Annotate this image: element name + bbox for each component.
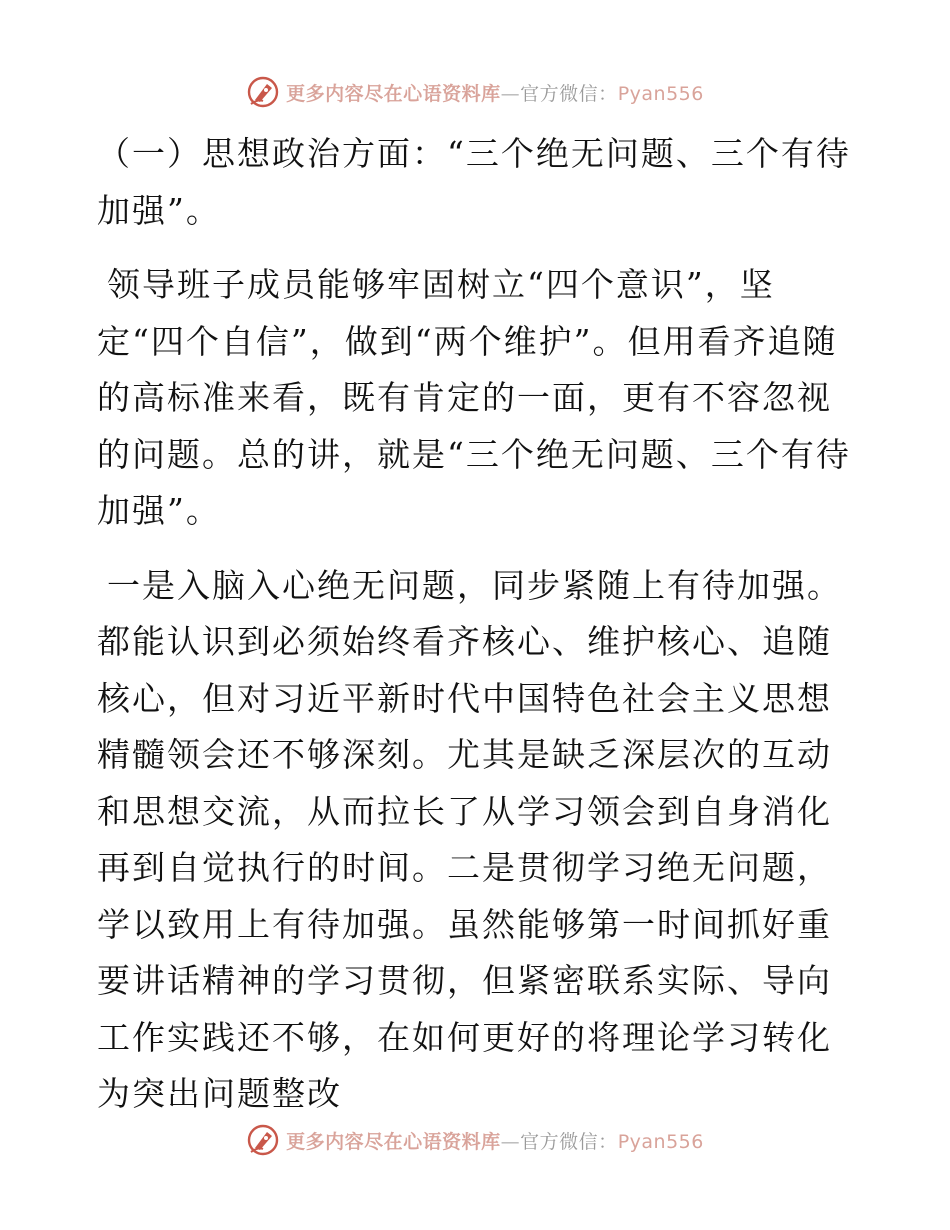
watermark-text (286, 1127, 704, 1154)
pen-nib-circle-icon (246, 75, 280, 109)
paragraph-summary: 领导班子成员能够牢固树立“四个意识”，坚定“四个自信”，做到“两个维护”。但用看齐追随的高标准来看，既有肯定的一面，更有不容忽视的问题。总的讲，就是“三个绝无问题、三个有待加强”。 (97, 265, 851, 530)
paragraph-details: 一是入脑入心绝无问题，同步紧随上有待加强。都能认识到必须始终看齐核心、维护核心、追随核心，但对习近平新时代中国特色社会主义思想精髓领会还不够深刻。尤其是缺乏深层次的互动和思想交流，从而拉长了从学习领会到自身消化再到自觉执行的时间。二是贯彻学习绝无问题，学以致用上有待加强。虽然能够第一时间抓好重要讲话精神的学习贯彻，但紧密联系实际、导向工作实践还不够，在如何更好的将理论学习转化为突出问题整改 (97, 565, 842, 1113)
watermark-text (286, 79, 704, 106)
pen-nib-circle-icon (246, 1123, 280, 1157)
watermark-separator: — (500, 82, 521, 105)
section-heading: （一）思想政治方面：“三个绝无问题、三个有待加强”。 (97, 134, 851, 230)
footer-watermark (0, 1120, 950, 1160)
watermark-brand: 更多内容尽在心语资料库 (286, 82, 501, 105)
watermark-brand: 更多内容尽在心语资料库 (286, 1130, 501, 1153)
document-body (97, 126, 852, 1123)
watermark-separator: — (500, 1130, 521, 1153)
header-watermark (0, 72, 950, 112)
watermark-label: 官方微信： (520, 82, 618, 105)
watermark-wechat-id: Pyan556 (617, 1130, 704, 1153)
watermark-wechat-id: Pyan556 (617, 82, 704, 105)
watermark-label: 官方微信： (520, 1130, 618, 1153)
